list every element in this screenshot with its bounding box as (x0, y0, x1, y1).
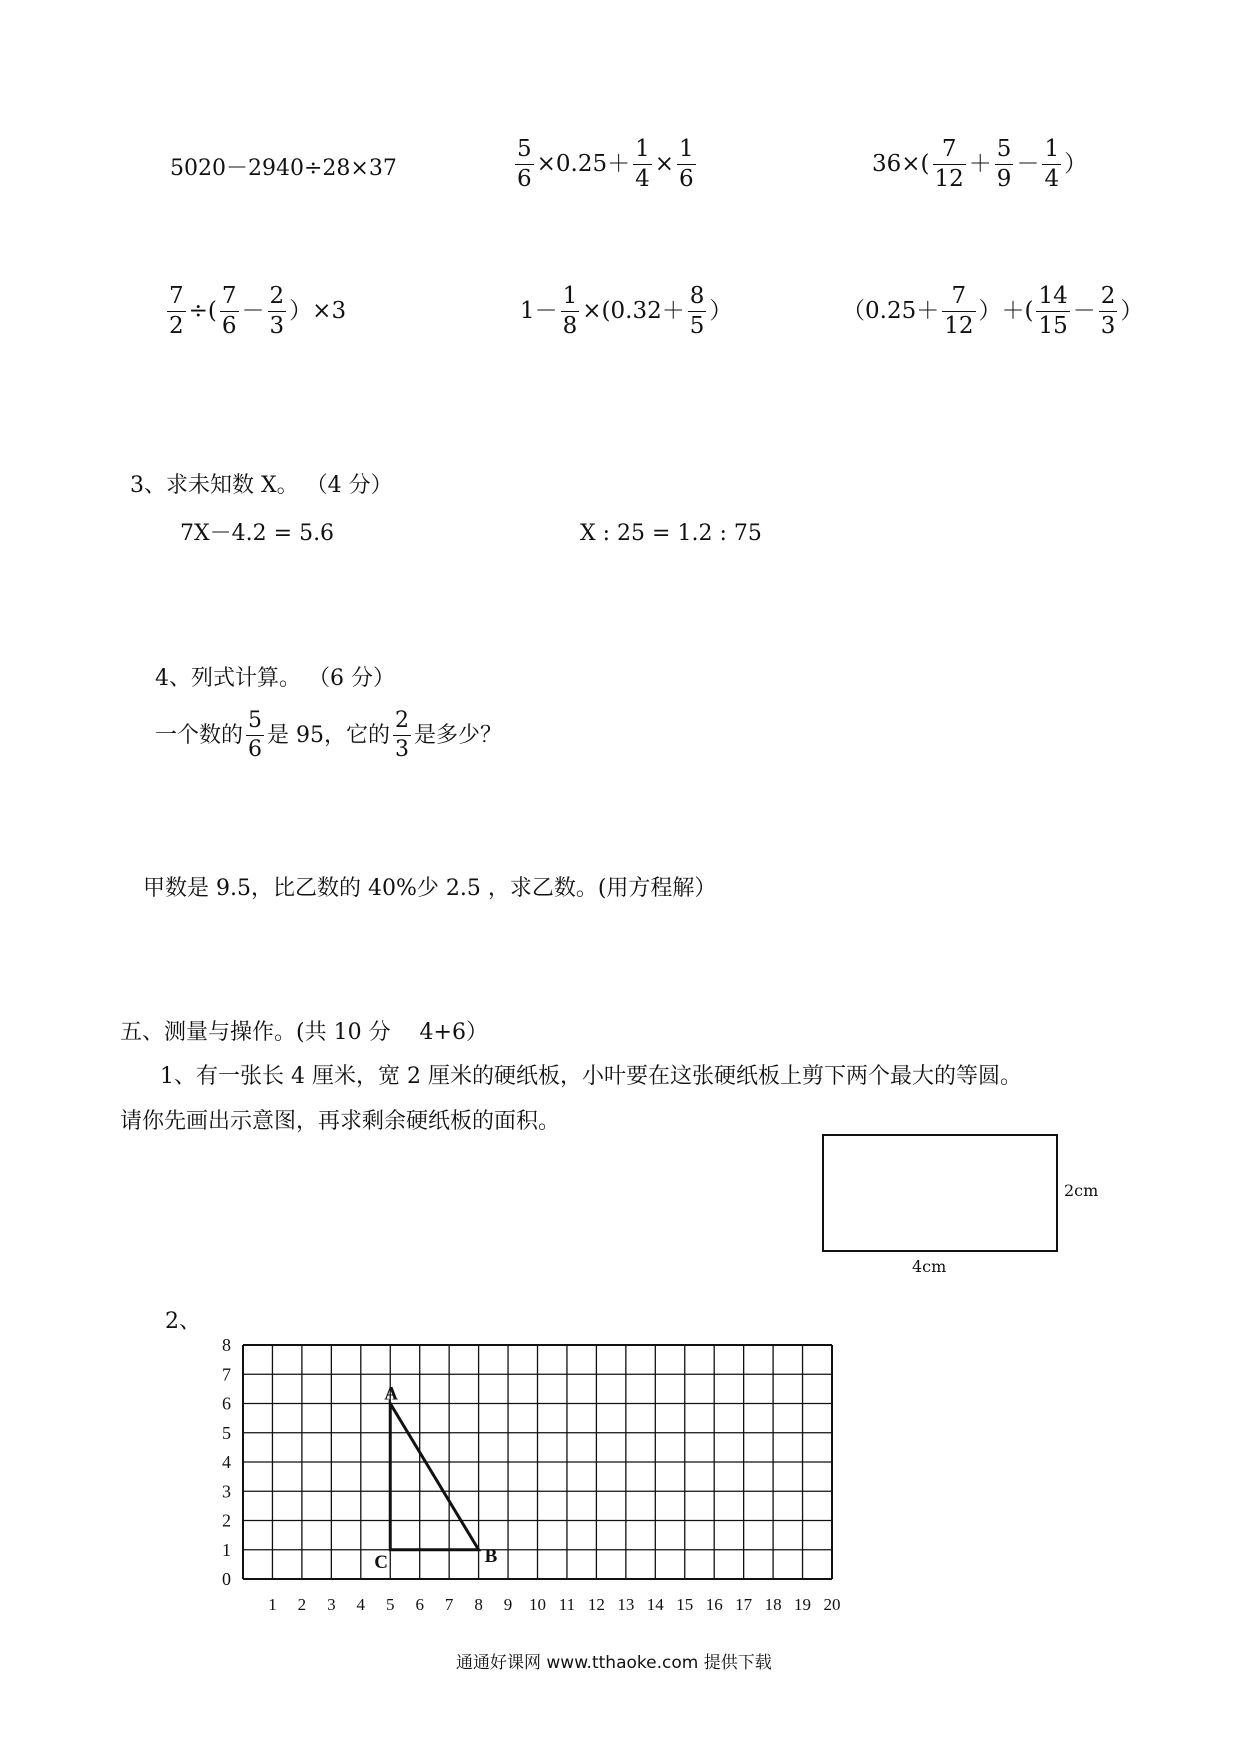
expression-3: 36×( $\frac{7}{12}$ ＋ $\frac{5}{9}$ － $\frac{1}{4}$ ） (872, 136, 1088, 192)
y-tick-label: 4 (222, 1452, 231, 1472)
x-tick-label: 1 (268, 1595, 277, 1614)
fraction: $\frac{2}{3}$ (1100, 283, 1116, 339)
fraction: $\frac{1}{4}$ (1044, 136, 1060, 192)
measure-question-2-label: 2、 (165, 1309, 201, 1334)
fraction: $\frac{8}{5}$ (689, 283, 705, 339)
y-tick-label: 8 (222, 1335, 231, 1355)
section-3-title: 3、求未知数 X。 （4 分） (130, 473, 393, 498)
x-tick-label: 3 (327, 1595, 336, 1614)
word-problem-2: 甲数是 9.5，比乙数的 40%少 2.5 ，求乙数。(用方程解） (143, 876, 717, 901)
fraction: $\frac{5}{6}$ (517, 136, 532, 192)
x-tick-label: 17 (735, 1595, 753, 1614)
point-label-c: C (374, 1551, 388, 1573)
y-tick-label: 2 (222, 1510, 231, 1531)
rect-height-label: 2cm (1064, 1181, 1099, 1200)
x-tick-label: 20 (823, 1595, 841, 1614)
x-tick-label: 12 (587, 1595, 605, 1614)
fraction: $\frac{1}{8}$ (562, 283, 578, 339)
x-tick-label: 14 (646, 1595, 664, 1614)
equation-2: X : 25 = 1.2 : 75 (580, 521, 762, 546)
fraction: $\frac{7}{2}$ (169, 283, 184, 339)
rect-width-label: 4cm (912, 1257, 947, 1276)
expression-6: （0.25＋ $\frac{7}{12}$ ）＋( $\frac{14}{15}$ － $\frac{2}{3}$ ） (842, 283, 1144, 339)
expression-4: $\frac{7}{2}$ ÷( $\frac{7}{6}$ － $\frac{2}{3}$ ）×3 (169, 283, 347, 339)
point-label-a: A (384, 1383, 398, 1405)
x-tick-label: 16 (705, 1595, 723, 1614)
y-tick-label: 6 (222, 1393, 231, 1414)
section-5-title: 五、测量与操作。(共 10 分 4+6） (120, 1020, 488, 1045)
fraction: $\frac{14}{15}$ (1038, 283, 1068, 339)
y-tick-label: 1 (222, 1539, 231, 1560)
x-tick-label: 5 (386, 1595, 395, 1614)
fraction: $\frac{7}{12}$ (934, 136, 964, 192)
x-tick-label: 13 (617, 1595, 635, 1614)
x-tick-label: 8 (474, 1595, 483, 1614)
fraction: $\frac{7}{6}$ (221, 283, 237, 339)
x-tick-label: 11 (558, 1595, 576, 1614)
footer-source: 通通好课网 www.tthaoke.com 提供下载 (456, 1653, 772, 1673)
x-tick-label: 19 (794, 1595, 812, 1614)
x-tick-label: 2 (297, 1595, 307, 1614)
expression-2: $\frac{5}{6}$ ×0.25＋ $\frac{1}{4}$ × $\frac{1}{6}$ (517, 136, 694, 192)
x-tick-label: 15 (676, 1595, 694, 1614)
y-tick-label: 7 (222, 1364, 231, 1385)
y-tick-label: 0 (222, 1569, 231, 1589)
expression-1: 5020－2940÷28×37 (170, 156, 397, 181)
triangle-abc (390, 1404, 478, 1550)
x-tick-label: 18 (764, 1595, 782, 1614)
y-tick-label: 3 (222, 1481, 231, 1502)
y-tick-label: 5 (222, 1422, 231, 1443)
point-label-b: B (484, 1545, 498, 1567)
section-4-title: 4、列式计算。 （6 分） (155, 666, 395, 691)
fraction: $\frac{1}{6}$ (679, 136, 694, 192)
x-tick-label: 6 (415, 1595, 424, 1614)
x-tick-label: 4 (356, 1595, 366, 1614)
x-tick-label: 9 (503, 1595, 513, 1614)
x-tick-label: 7 (444, 1595, 454, 1614)
fraction: $\frac{2}{3}$ (269, 283, 285, 339)
fraction: $\frac{7}{12}$ (944, 283, 974, 339)
x-tick-label: 10 (529, 1595, 546, 1614)
fraction: $\frac{5}{9}$ (996, 136, 1012, 192)
measure-question-1-line-2: 请你先画出示意图，再求剩余硬纸板的面积。 (120, 1109, 561, 1134)
measure-question-1-line-1: 1、有一张长 4 厘米，宽 2 厘米的硬纸板，小叶要在这张硬纸板上剪下两个最大的等圆。 (160, 1064, 1022, 1089)
fraction: $\frac{2}{3}$ (395, 708, 410, 762)
fraction: $\frac{5}{6}$ (248, 708, 263, 762)
word-problem-1: 一个数的 $\frac{5}{6}$ 是 95，它的 $\frac{2}{3}$ 是多少？ (155, 708, 503, 762)
expression-5: 1－ $\frac{1}{8}$ ×(0.32＋ $\frac{8}{5}$ ） (520, 283, 733, 339)
fraction: $\frac{1}{4}$ (635, 136, 650, 192)
equation-1: 7X－4.2 = 5.6 (180, 521, 335, 546)
